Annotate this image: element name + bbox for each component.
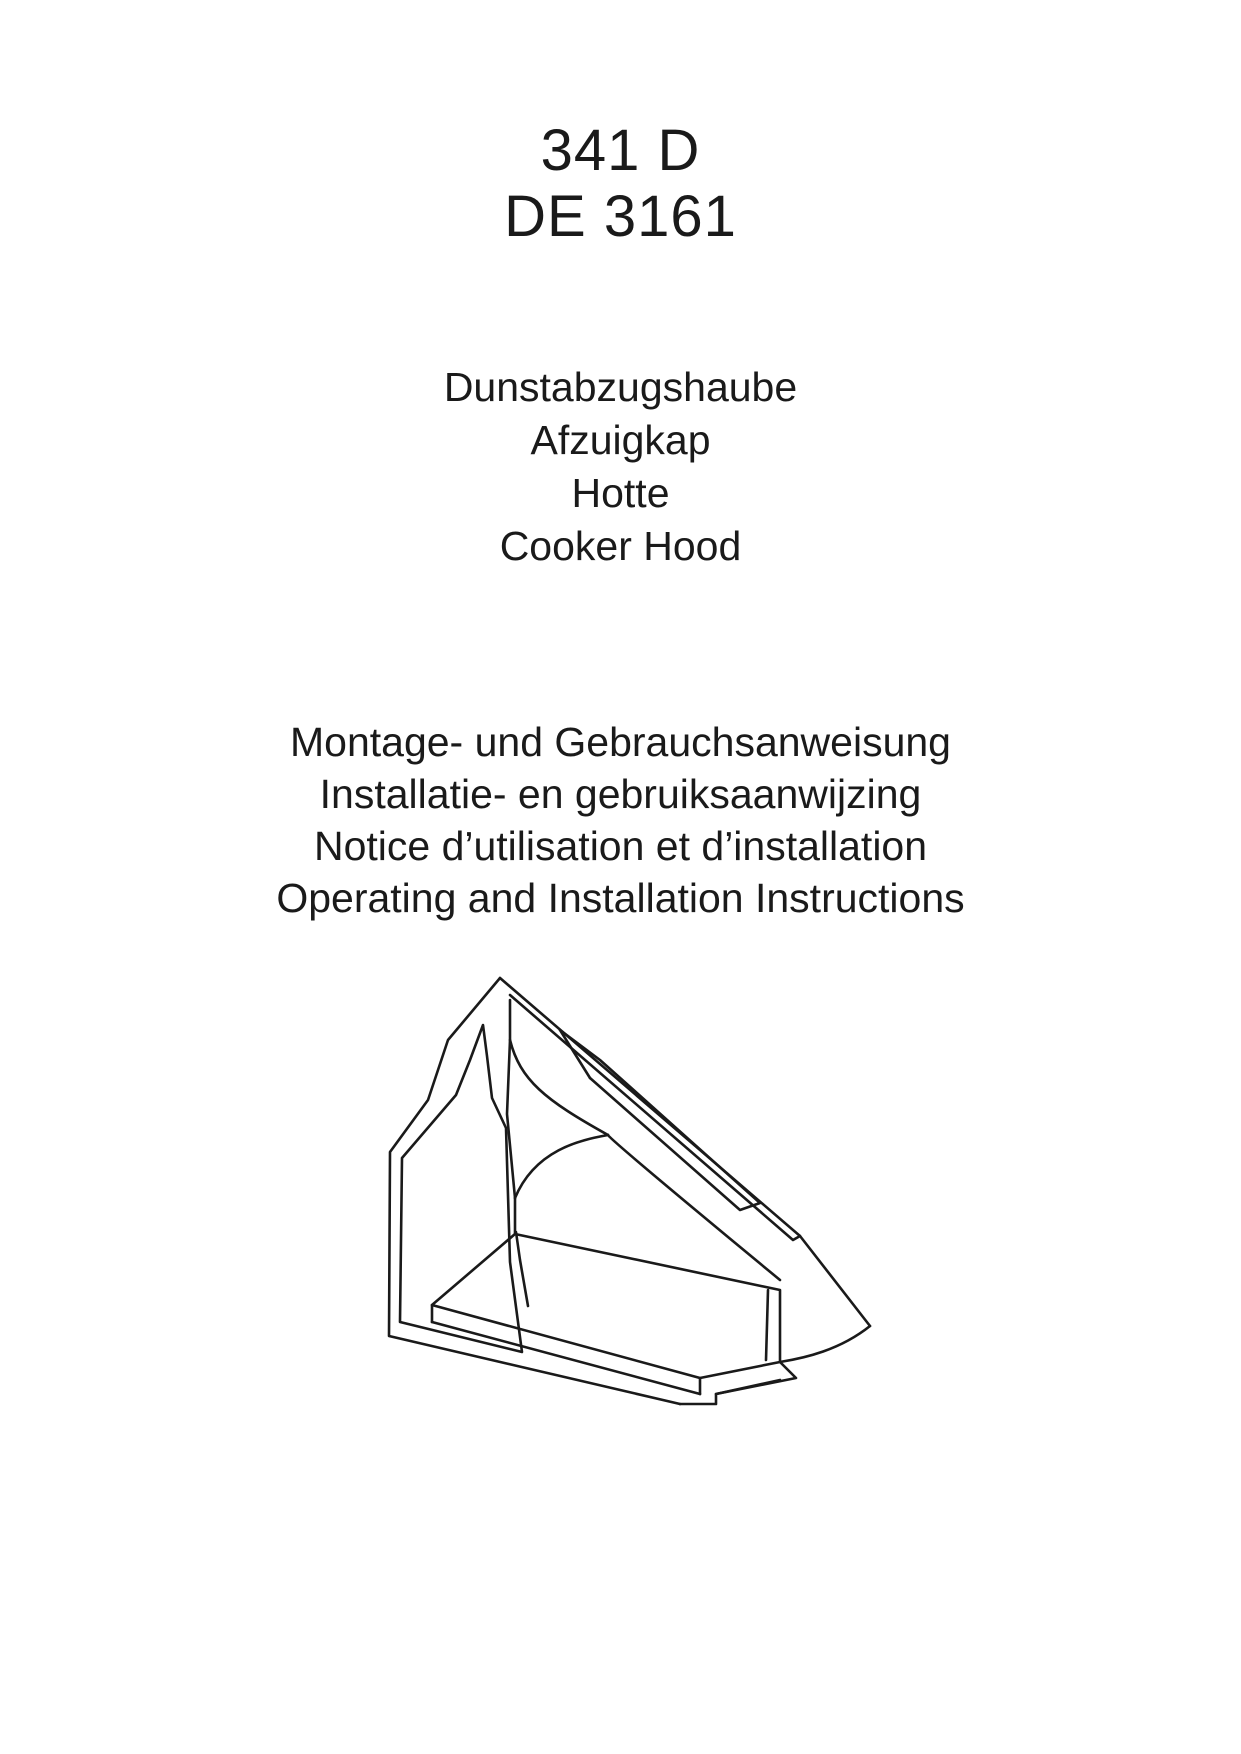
instruction-title-en: Operating and Installation Instructions [276, 875, 965, 921]
model-number-primary: 341 D [540, 118, 701, 183]
product-names [0, 361, 1241, 573]
product-name-en: Cooker Hood [499, 523, 742, 569]
product-name-fr: Hotte [571, 470, 670, 516]
cooker-hood-illustration-icon [380, 970, 890, 1420]
instruction-titles [0, 716, 1241, 924]
product-name-de: Dunstabzugshaube [443, 364, 798, 410]
model-number-secondary: DE 3161 [504, 184, 737, 249]
instruction-title-nl: Installatie- en gebruiksaanwijzing [319, 771, 922, 817]
instruction-title-de: Montage- und Gebrauchsanweisung [290, 719, 951, 765]
product-name-nl: Afzuigkap [530, 417, 711, 463]
model-numbers [0, 118, 1241, 250]
instruction-title-fr: Notice d’utilisation et d’installation [313, 823, 928, 869]
